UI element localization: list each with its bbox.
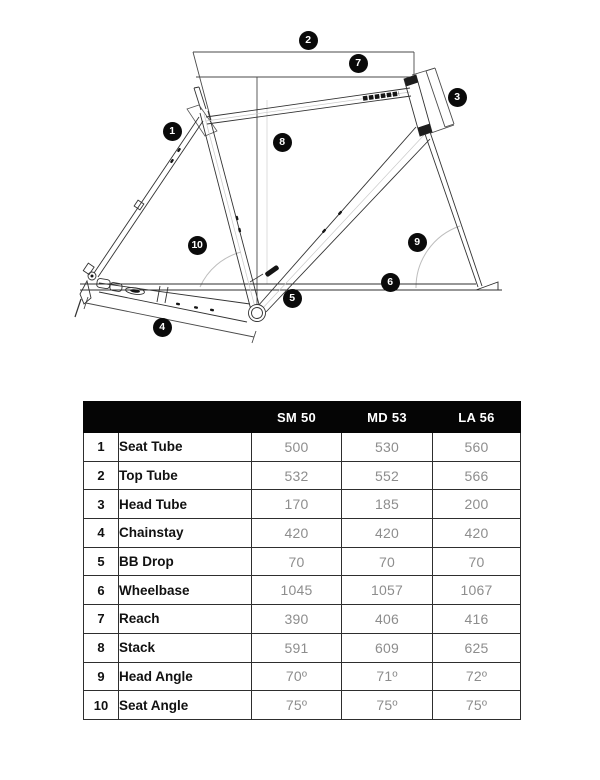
size-header-la-56: LA 56 bbox=[433, 402, 521, 433]
qr-lever bbox=[75, 299, 81, 317]
callout-10: 10 bbox=[188, 236, 207, 255]
value-cell: 72º bbox=[433, 662, 521, 691]
callout-7: 7 bbox=[349, 54, 368, 73]
table-row bbox=[84, 662, 521, 691]
table-row bbox=[84, 461, 521, 490]
row-label: Seat Angle bbox=[119, 691, 252, 720]
value-cell: 420 bbox=[433, 519, 521, 548]
table-row bbox=[84, 547, 521, 576]
callout-2: 2 bbox=[299, 31, 318, 50]
seat-angle-arc bbox=[200, 252, 241, 287]
row-label: Head Angle bbox=[119, 662, 252, 691]
row-label: Reach bbox=[119, 605, 252, 634]
bottle-bosses bbox=[170, 148, 343, 234]
front-dropout-flag bbox=[476, 282, 498, 290]
geometry-table-header bbox=[84, 402, 521, 433]
table-row bbox=[84, 605, 521, 634]
value-cell: 566 bbox=[433, 461, 521, 490]
table-row bbox=[84, 519, 521, 548]
value-cell: 185 bbox=[342, 490, 433, 519]
callout-6: 6 bbox=[381, 273, 400, 292]
value-cell: 1067 bbox=[433, 576, 521, 605]
value-cell: 532 bbox=[252, 461, 342, 490]
table-row bbox=[84, 433, 521, 462]
row-number: 10 bbox=[84, 691, 119, 720]
frame-tubes bbox=[94, 75, 482, 322]
value-cell: 420 bbox=[342, 519, 433, 548]
value-cell: 1057 bbox=[342, 576, 433, 605]
value-cell: 70 bbox=[342, 547, 433, 576]
row-number: 9 bbox=[84, 662, 119, 691]
value-cell: 70 bbox=[433, 547, 521, 576]
value-cell: 416 bbox=[433, 605, 521, 634]
table-row bbox=[84, 490, 521, 519]
value-cell: 530 bbox=[342, 433, 433, 462]
table-row bbox=[84, 633, 521, 662]
value-cell: 609 bbox=[342, 633, 433, 662]
row-number: 3 bbox=[84, 490, 119, 519]
row-label: Seat Tube bbox=[119, 433, 252, 462]
row-number: 2 bbox=[84, 461, 119, 490]
row-number: 1 bbox=[84, 433, 119, 462]
row-number: 6 bbox=[84, 576, 119, 605]
value-cell: 420 bbox=[252, 519, 342, 548]
row-number: 5 bbox=[84, 547, 119, 576]
seat-stay bbox=[94, 117, 203, 277]
value-cell: 75º bbox=[342, 691, 433, 720]
dimension-lines bbox=[84, 52, 454, 343]
value-cell: 75º bbox=[433, 691, 521, 720]
top-tube bbox=[206, 88, 411, 124]
table-row bbox=[84, 576, 521, 605]
derailleur-hanger bbox=[80, 281, 91, 304]
size-header-md-53: MD 53 bbox=[342, 402, 433, 433]
row-number: 7 bbox=[84, 605, 119, 634]
fork bbox=[425, 132, 482, 287]
value-cell: 406 bbox=[342, 605, 433, 634]
callout-9: 9 bbox=[408, 233, 427, 252]
value-cell: 390 bbox=[252, 605, 342, 634]
row-label: Wheelbase bbox=[119, 576, 252, 605]
value-cell: 170 bbox=[252, 490, 342, 519]
value-cell: 591 bbox=[252, 633, 342, 662]
value-cell: 70 bbox=[252, 547, 342, 576]
row-label: Stack bbox=[119, 633, 252, 662]
value-cell: 75º bbox=[252, 691, 342, 720]
value-cell: 560 bbox=[433, 433, 521, 462]
value-cell: 200 bbox=[433, 490, 521, 519]
callout-4: 4 bbox=[153, 318, 172, 337]
row-label: Chainstay bbox=[119, 519, 252, 548]
value-cell: 70º bbox=[252, 662, 342, 691]
headset-bottom-cup bbox=[418, 124, 432, 136]
row-number: 8 bbox=[84, 633, 119, 662]
corner-num-cell bbox=[84, 402, 119, 433]
value-cell: 1045 bbox=[252, 576, 342, 605]
callout-1: 1 bbox=[163, 122, 182, 141]
callout-5: 5 bbox=[283, 289, 302, 308]
value-cell: 500 bbox=[252, 433, 342, 462]
callout-8: 8 bbox=[273, 133, 292, 152]
callout-3: 3 bbox=[448, 88, 467, 107]
value-cell: 71º bbox=[342, 662, 433, 691]
geometry-table bbox=[83, 401, 521, 720]
value-cell: 625 bbox=[433, 633, 521, 662]
value-cell: 552 bbox=[342, 461, 433, 490]
table-row bbox=[84, 691, 521, 720]
size-header-sm-50: SM 50 bbox=[252, 402, 342, 433]
row-number: 4 bbox=[84, 519, 119, 548]
row-label: Head Tube bbox=[119, 490, 252, 519]
row-label: BB Drop bbox=[119, 547, 252, 576]
corner-label-cell bbox=[119, 402, 252, 433]
row-label: Top Tube bbox=[119, 461, 252, 490]
